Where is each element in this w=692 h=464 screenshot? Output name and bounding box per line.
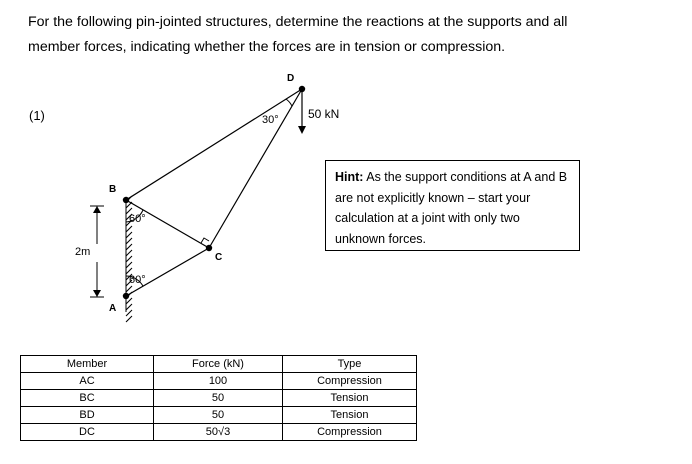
node-label-d: D	[287, 73, 295, 84]
node-label-a: A	[109, 303, 117, 314]
cell-member: DC	[21, 424, 154, 441]
cell-type: Tension	[283, 407, 417, 424]
angle-arc-d	[286, 99, 292, 106]
member-forces-table	[20, 355, 417, 441]
header-force: Force (kN)	[154, 356, 283, 373]
cell-type: Compression	[283, 373, 417, 390]
cell-type: Compression	[283, 424, 417, 441]
dimension-arrow-bottom	[93, 290, 101, 297]
load-label: 50 kN	[308, 107, 340, 121]
dimension-2m	[90, 206, 104, 297]
hint-box	[325, 160, 580, 251]
cell-force: 50	[154, 407, 283, 424]
header-member: Member	[21, 356, 154, 373]
intro-line-2: member forces, indicating whether the forces are in tension or compression.	[28, 39, 506, 55]
cell-member: BC	[21, 390, 154, 407]
cell-force: 100	[154, 373, 283, 390]
cell-member: AC	[21, 373, 154, 390]
table-row	[21, 390, 417, 407]
joint-a	[123, 293, 129, 299]
joint-b	[123, 197, 129, 203]
cell-force: 50	[154, 390, 283, 407]
member-dc	[209, 89, 302, 248]
cell-force: 50√3	[154, 424, 283, 441]
node-label-b: B	[109, 184, 117, 195]
height-label: 2m	[75, 246, 91, 258]
cell-type: Tension	[283, 390, 417, 407]
intro-line-1: For the following pin-jointed structures, determine the reactions at the supports and all	[28, 14, 568, 30]
load-arrow-head	[298, 126, 306, 134]
right-angle-marker	[201, 238, 209, 243]
problem-number: (1)	[29, 108, 45, 123]
angle-label-a: 60°	[129, 274, 146, 286]
cell-member: BD	[21, 407, 154, 424]
table-row	[21, 424, 417, 441]
table-row	[21, 373, 417, 390]
angle-label-b: 60°	[129, 213, 146, 225]
hint-title: Hint:	[335, 170, 364, 184]
table-header-row	[21, 356, 417, 373]
table-row	[21, 407, 417, 424]
hint-text: As the support conditions at A and B are not explicitly known – start your calculation at a joint with only two unknown forces.	[335, 170, 568, 246]
dimension-arrow-top	[93, 206, 101, 213]
joint-c	[206, 245, 212, 251]
node-label-c: C	[215, 252, 223, 263]
header-type: Type	[283, 356, 417, 373]
member-ac	[126, 248, 209, 296]
member-bd	[126, 89, 302, 200]
angle-label-d: 30°	[262, 114, 279, 126]
